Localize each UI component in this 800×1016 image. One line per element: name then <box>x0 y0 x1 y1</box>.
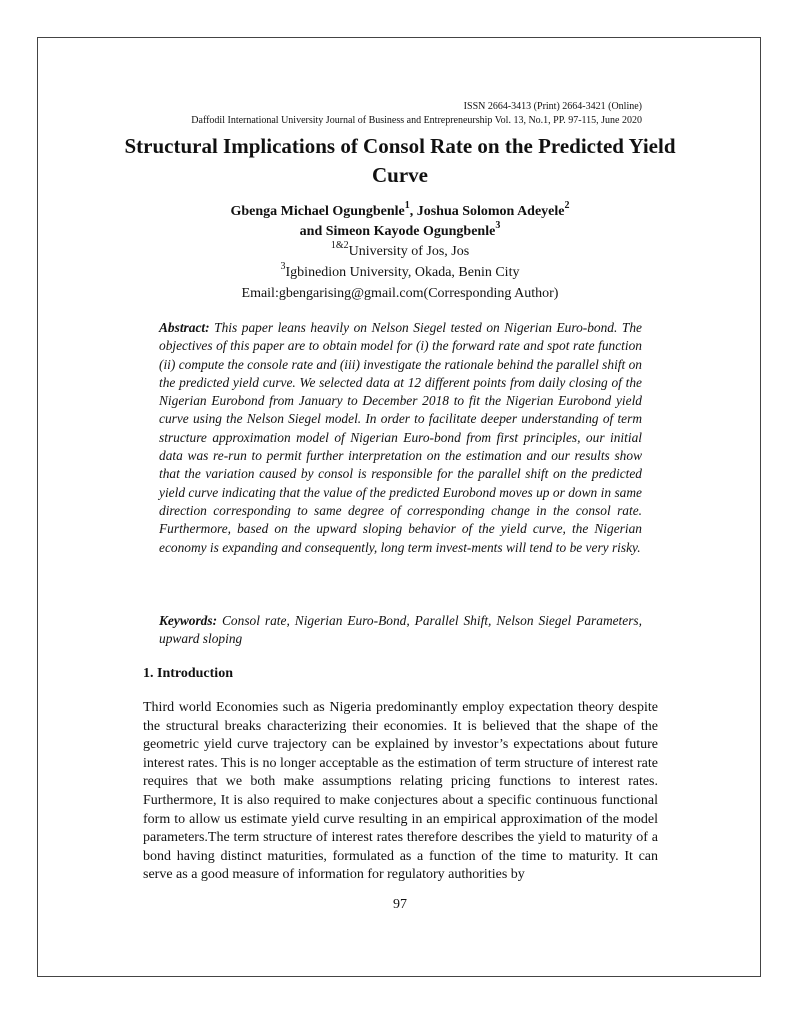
author-superscript: 1 <box>404 200 410 212</box>
author-name: Gbenga Michael Ogungbenle <box>230 204 405 219</box>
author-name: and Simeon Kayode Ogungbenle <box>299 224 496 239</box>
abstract-label: Abstract: <box>159 320 210 335</box>
section-heading: 1. Introduction <box>143 666 233 681</box>
body-paragraph: Third world Economies such as Nigeria predominantly employ expectation theory despite the structural breaks characterizing their economies. It is believed that the shape of the geometric yield curve trajectory can be explained by investor’s expectations about future interest rates. This is no longer acceptable as the estimation of term structure of interest rate requires that we both make assumptions relating pricing functions to interest rates. Furthermore, It is also required to make conjectures about a specific continuous functional form to allow us estimate yield curve resulting in an empirical approximation of the model parameters.The term structure of interest rates therefore describes the yield to maturity of a bond having distinct maturities, formulated as a function of the time to maturity. It can serve as a good measure of information for regulatory authorities by <box>143 700 658 883</box>
keywords <box>159 612 642 649</box>
author-list <box>100 202 700 242</box>
affiliations <box>100 241 700 304</box>
affiliation-superscript: 1&2 <box>330 240 349 252</box>
affiliation-line: $^{1\&2}$University of Jos, Jos <box>330 240 470 259</box>
issn-line: ISSN 2664-3413 (Print) 2664-3421 (Online) <box>463 101 642 112</box>
affiliation-line: $^3$Igbinedion University, Okada, Benin City <box>280 261 520 280</box>
abstract-text: This paper leans heavily on Nelson Siegel tested on Nigerian Euro-bond. The objectives of this paper are to obtain model for (i) the forward rate and spot rate function (ii) compute the console rate and (iii) investigate the rationale behind the parallel shift on the predicted yield curve. We selected data at 12 different points from daily closing of the Nigerian Eurobond from January to December 2018 to fit the Nigerian Eurobond yield curve using the Nelson Siegel model. In order to facilitate deeper understanding of term structure approximation model of Nigerian Euro-bond from first principles, our initial data was re-run to permit further interpretation on the estimation and our results show that the variation caused by consol is responsible for the parallel shift on the predicted yield curve indicating that the value of the predicted Eurobond moves up or down in same direction corresponding to same degree of corresponding change in the consol rate. Furthermore, based on the upward sloping behavior of the yield curve, the Nigerian economy is expanding and consequently, long term invest-ments will tend to be very risky. <box>159 320 642 555</box>
keywords-text: Consol rate, Nigerian Euro-Bond, Parallel Shift, Nelson Siegel Parameters, upward sloping <box>159 613 642 647</box>
affiliation-superscript: 3 <box>280 261 286 273</box>
email-line: Email:gbengarising@gmail.com(Corresponding Author) <box>241 286 559 301</box>
page-number: 97 <box>393 897 407 912</box>
abstract <box>159 319 642 557</box>
author-name: , Joshua Solomon Adeyele <box>409 204 565 219</box>
keywords-label: Keywords: <box>159 613 218 628</box>
author-superscript: 2 <box>564 200 570 212</box>
journal-citation: Daffodil International University Journal of Business and Entrepreneurship Vol. 13, No.1, PP. 97-115, June 2020 <box>191 115 642 126</box>
author-superscript: 3 <box>495 220 501 232</box>
paper-title: Structural Implications of Consol Rate on the Predicted Yield Curve <box>124 134 676 187</box>
